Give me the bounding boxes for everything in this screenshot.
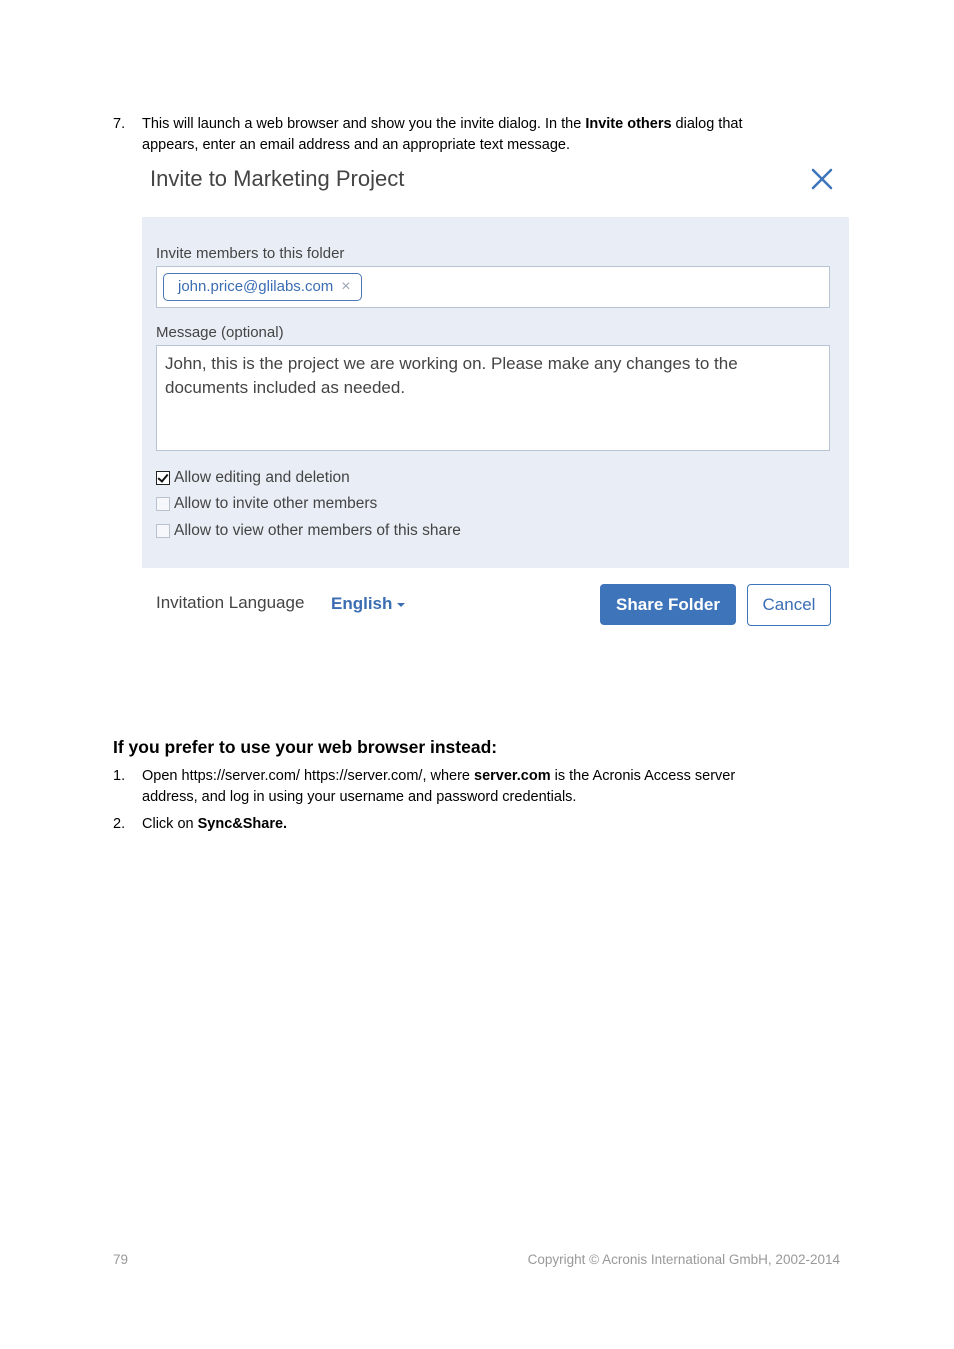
step-7-bold: Invite others xyxy=(585,116,672,132)
message-label: Message (optional) xyxy=(156,324,284,341)
section-heading: If you prefer to use your web browser instead: xyxy=(113,737,498,757)
step-1-bold: server.com xyxy=(474,768,551,784)
step-1-text xyxy=(142,766,842,808)
step-1-text-1: Open https://server.com/ https://server.com/, where xyxy=(142,768,475,784)
checkbox-checked-icon[interactable] xyxy=(156,471,170,485)
language-dropdown[interactable] xyxy=(331,594,405,614)
checkbox-label: Allow to view other members of this share xyxy=(174,522,461,539)
invite-members-input[interactable] xyxy=(156,266,830,308)
step-1-number: 1. xyxy=(113,768,126,784)
share-folder-button[interactable]: Share Folder xyxy=(600,584,736,625)
caret-down-icon xyxy=(397,603,405,607)
checkbox-allow-editing[interactable] xyxy=(156,469,350,487)
step-7-text xyxy=(142,114,842,156)
remove-chip-icon[interactable]: × xyxy=(341,278,351,295)
checkbox-allow-invite[interactable] xyxy=(156,495,377,513)
step-2-text-1: Click on xyxy=(142,816,198,832)
checkbox-allow-view-members[interactable] xyxy=(156,522,461,540)
email-chip xyxy=(163,273,362,301)
step-2-number: 2. xyxy=(113,816,126,832)
step-2-bold: Sync&Share. xyxy=(197,816,288,832)
step-7-line-2: appears, enter an email address and an appropriate text message. xyxy=(142,137,571,153)
dialog-title: Invite to Marketing Project xyxy=(150,166,405,191)
step-2-text xyxy=(142,814,287,835)
language-value: English xyxy=(331,594,393,613)
close-icon[interactable] xyxy=(808,165,836,193)
message-text: John, this is the project we are working on. Please make any changes to the documents included as needed. xyxy=(165,354,738,397)
email-chip-label: john.price@glilabs.com xyxy=(178,278,334,295)
invitation-language-label: Invitation Language xyxy=(156,593,305,612)
invite-label: Invite members to this folder xyxy=(156,245,345,262)
checkbox-unchecked-icon[interactable] xyxy=(156,497,170,511)
message-textarea[interactable] xyxy=(156,345,830,451)
cancel-button[interactable]: Cancel xyxy=(747,584,831,626)
copyright: Copyright © Acronis International GmbH, 2002-2014 xyxy=(527,1252,840,1267)
checkbox-label: Allow editing and deletion xyxy=(174,469,350,486)
page-number: 79 xyxy=(113,1252,129,1267)
step-7-number: 7. xyxy=(113,116,126,132)
checkbox-unchecked-icon[interactable] xyxy=(156,524,170,538)
step-7-text-1: This will launch a web browser and show you the invite dialog. In the xyxy=(142,116,586,132)
step-7-text-2: dialog that xyxy=(671,116,743,132)
checkbox-label: Allow to invite other members xyxy=(174,495,378,512)
step-1-line-2: address, and log in using your username and password credentials. xyxy=(142,789,577,805)
step-1-text-2: is the Acronis Access server xyxy=(550,768,736,784)
